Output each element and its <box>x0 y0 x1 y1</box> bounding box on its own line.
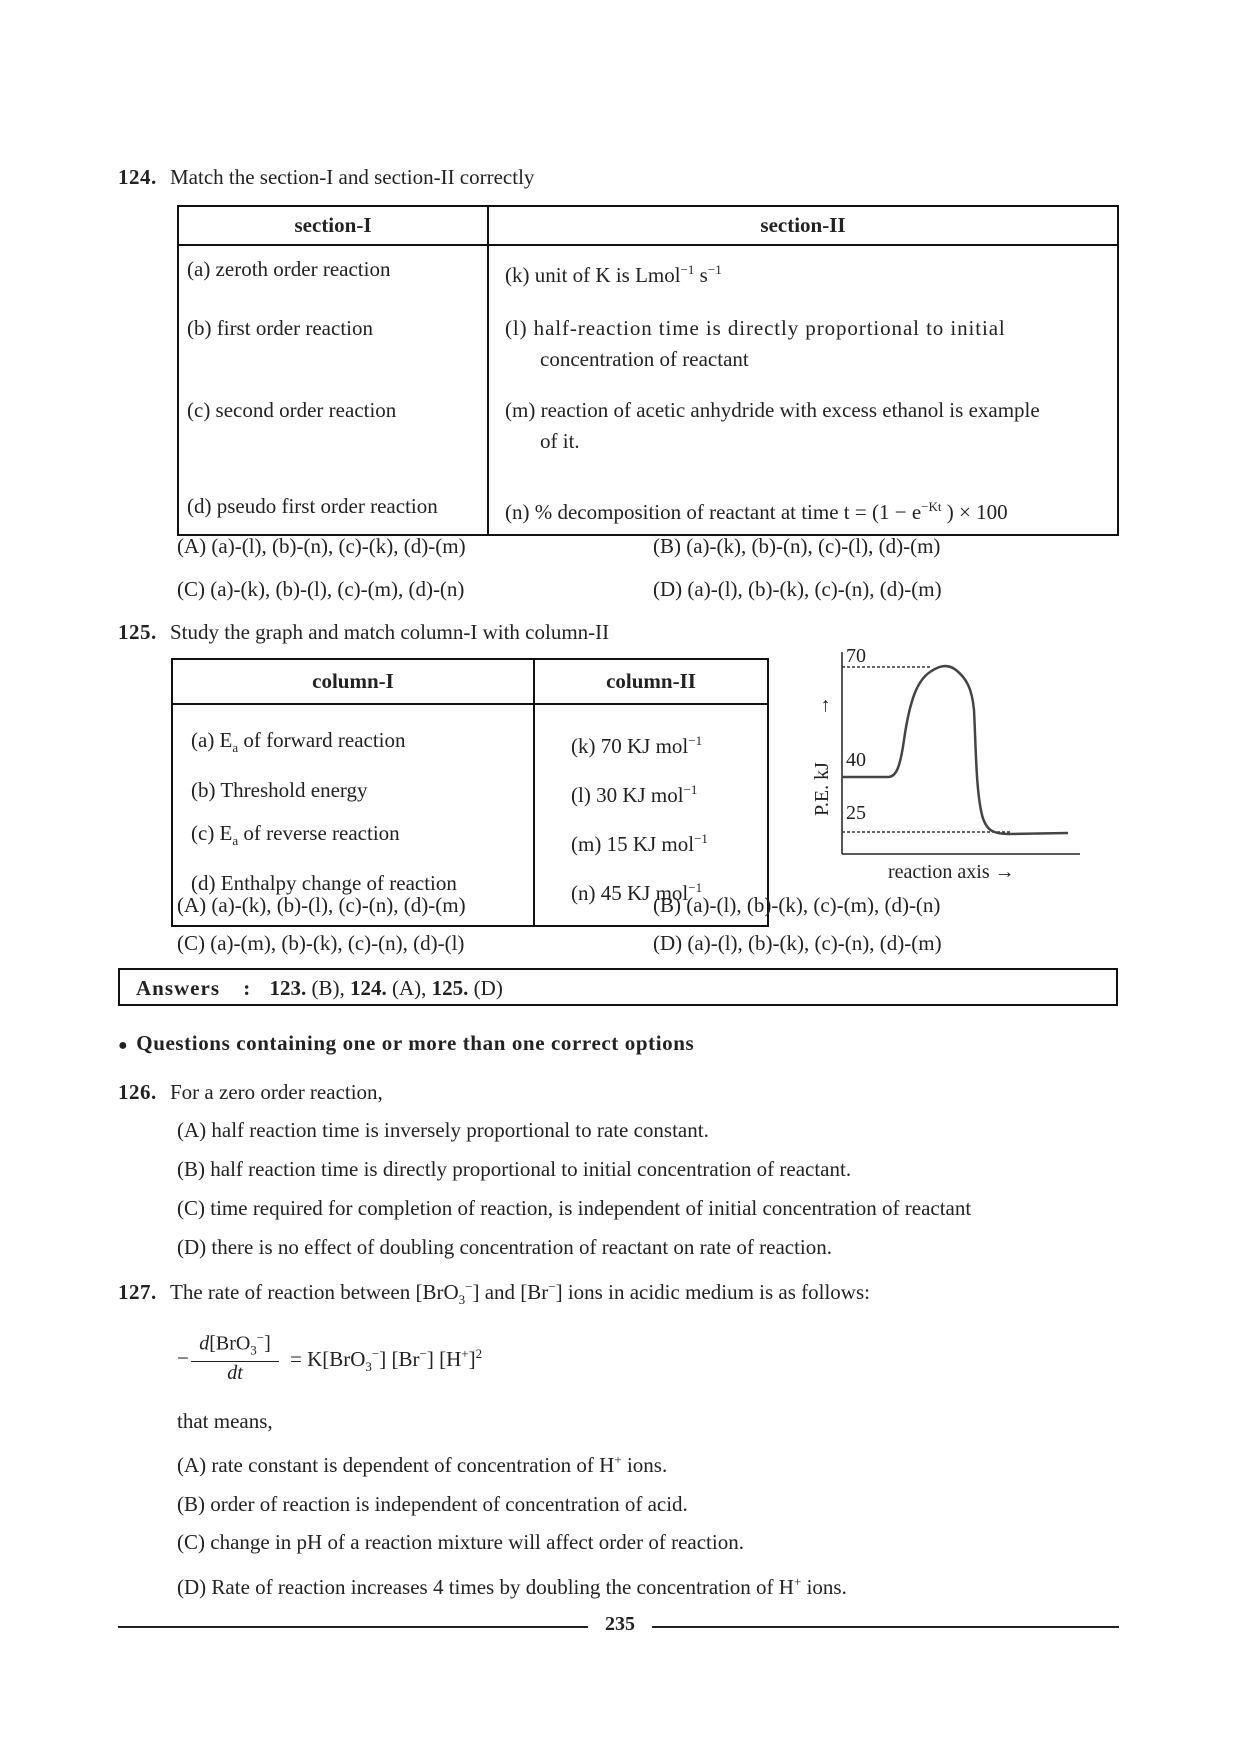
q125-option-a[interactable]: (A) (a)-(k), (b)-(l), (c)-(n), (d)-(m) <box>177 893 466 917</box>
q124-row-c-line2: of it. <box>540 429 580 453</box>
graph-tick-40: 40 <box>846 749 866 771</box>
graph-x-label: reaction axis → <box>888 861 1015 883</box>
q124-option-a[interactable]: (A) (a)-(l), (b)-(n), (c)-(k), (d)-(m) <box>177 534 466 558</box>
section-heading-text: Questions containing one or more than one correct options <box>136 1031 695 1055</box>
q124-row-a-sup2: −1 <box>707 262 722 277</box>
answers-box <box>118 968 1118 1006</box>
q124-row-b-line1: (l) half-reaction time is directly proportional to initial <box>505 316 1006 340</box>
q127-option-a[interactable]: (A) rate constant is dependent of concentration of H+ ions. <box>177 1452 668 1477</box>
q124-header-section-1: section-I <box>178 206 488 245</box>
q125-match-table <box>171 658 769 927</box>
q124-row-a-text: (k) unit of K is Lmol <box>505 263 681 287</box>
q124-row-a-left: (a) zeroth order reaction <box>178 245 488 299</box>
q124-row-a-mid: s <box>694 263 708 287</box>
q124-row-d-sup: −Kt <box>921 499 942 514</box>
q124-row-c-left: (c) second order reaction <box>178 383 488 465</box>
q124-row-a-sup1: −1 <box>680 262 695 277</box>
q125-left-c: (c) $E_a$ of reverse reaction <box>191 821 400 849</box>
graph-tick-25: 25 <box>846 802 866 824</box>
q127-text: The rate of reaction between [BrO$_3$−] and [Br−] ions in acidic medium is as follows: <box>170 1279 870 1308</box>
q125-option-b[interactable]: (B) (a)-(l), (b)-(k), (c)-(m), (d)-(n) <box>653 893 941 917</box>
answer-125: (D) <box>468 976 503 1000</box>
graph-tick-70: 70 <box>846 645 866 667</box>
q124-header-section-2: section-II <box>488 206 1118 245</box>
q124-option-c[interactable]: (C) (a)-(k), (b)-(l), (c)-(m), (d)-(n) <box>177 577 465 601</box>
q127-option-c[interactable]: (C) change in pH of a reaction mixture will affect order of reaction. <box>177 1530 744 1554</box>
q125-left-a: (a) $E_a$ of forward reaction <box>191 728 406 756</box>
q126-option-a[interactable]: (A) half reaction time is inversely proportional to rate constant. <box>177 1118 709 1142</box>
q126-option-b[interactable]: (B) half reaction time is directly proportional to initial concentration of reactant. <box>177 1157 852 1181</box>
q125-stem <box>118 620 609 645</box>
q127-number: 127. <box>118 1280 157 1304</box>
q127-option-d[interactable]: (D) Rate of reaction increases 4 times by doubling the concentration of H+ ions. <box>177 1574 847 1599</box>
q124-number: 124. <box>118 165 157 189</box>
q126-option-c[interactable]: (C) time required for completion of reaction, is independent of initial concentration of reactant <box>177 1196 972 1220</box>
q125-header-column-2: column-II <box>534 659 768 704</box>
q125-right-l: (l) 30 KJ mol$^{-1}$ <box>571 782 698 807</box>
footer-rule-left <box>118 1626 588 1628</box>
q125-energy-graph <box>800 640 1090 890</box>
answer-123-number: 123. <box>269 976 307 1000</box>
answers-colon: : <box>243 976 251 1000</box>
q124-row-d-left: (d) pseudo first order reaction <box>178 465 488 535</box>
graph-y-arrow: → <box>812 696 834 716</box>
q126-text: For a zero order reaction, <box>170 1080 383 1104</box>
q125-option-c[interactable]: (C) (a)-(m), (b)-(k), (c)-(n), (d)-(l) <box>177 931 465 955</box>
q124-row-d-text: (n) % decomposition of reactant at time t = (1 − e <box>505 500 922 524</box>
graph-energy-curve <box>842 666 1068 834</box>
eq-fraction <box>191 1330 279 1385</box>
q125-left-b: (b) Threshold energy <box>191 778 368 803</box>
q127-option-b[interactable]: (B) order of reaction is independent of concentration of acid. <box>177 1492 688 1516</box>
q127-stem <box>118 1279 870 1308</box>
q124-row-d-post: ) × 100 <box>946 500 1008 524</box>
section-heading <box>118 1031 694 1056</box>
q124-text: Match the section-I and section-II correctly <box>170 165 535 189</box>
eq-minus: − <box>177 1346 189 1370</box>
answer-124: (A), <box>386 976 432 1000</box>
answer-125-number: 125. <box>431 976 469 1000</box>
q125-header-column-1: column-I <box>172 659 534 704</box>
q124-row-c-line1: (m) reaction of acetic anhydride with excess ethanol is example <box>505 398 1040 422</box>
q126-number: 126. <box>118 1080 157 1104</box>
q124-stem <box>118 165 534 190</box>
q127-rate-equation <box>177 1330 697 1390</box>
q125-right-m: (m) 15 KJ mol$^{-1}$ <box>571 831 708 856</box>
q125-left-d: (d) Enthalpy change of reaction <box>191 871 457 896</box>
answer-124-number: 124. <box>350 976 387 1000</box>
q127-that-means: that means, <box>177 1409 273 1433</box>
q124-row-a-right <box>488 245 1118 299</box>
q124-row-b-right <box>488 299 1118 383</box>
page-number: 235 <box>605 1613 635 1635</box>
q125-right-n: (n) 45 KJ mol$^{-1}$ <box>571 880 703 905</box>
footer-rule-right <box>652 1626 1119 1628</box>
eq-numerator: d[BrO$_3$−] <box>199 1330 271 1358</box>
answer-123: (B), <box>306 976 350 1000</box>
q124-match-table <box>177 205 1119 536</box>
answers-label: Answers <box>136 976 220 1000</box>
q124-row-c-right <box>488 383 1118 465</box>
q126-stem <box>118 1080 383 1105</box>
q125-number: 125. <box>118 620 157 644</box>
q124-row-b-left: (b) first order reaction <box>178 299 488 383</box>
eq-rhs: = K[BrO$_3$−] [Br−] $[H^+]^2$ <box>290 1346 483 1375</box>
q125-option-d[interactable]: (D) (a)-(l), (b)-(k), (c)-(n), (d)-(m) <box>653 931 942 955</box>
eq-denominator: dt <box>227 1361 243 1384</box>
q124-option-b[interactable]: (B) (a)-(k), (b)-(n), (c)-(l), (d)-(m) <box>653 534 941 558</box>
bullet-icon: ● <box>118 1037 129 1054</box>
q125-right-k: (k) 70 KJ mol$^{-1}$ <box>571 733 703 758</box>
q124-option-d[interactable]: (D) (a)-(l), (b)-(k), (c)-(n), (d)-(m) <box>653 577 942 601</box>
q125-text: Study the graph and match column-I with column-II <box>170 620 610 644</box>
q124-row-b-line2: concentration of reactant <box>540 347 749 371</box>
q124-row-d-right <box>488 465 1118 535</box>
q126-option-d[interactable]: (D) there is no effect of doubling concentration of reactant on rate of reaction. <box>177 1235 832 1259</box>
graph-y-label: P.E. kJ <box>811 762 833 816</box>
